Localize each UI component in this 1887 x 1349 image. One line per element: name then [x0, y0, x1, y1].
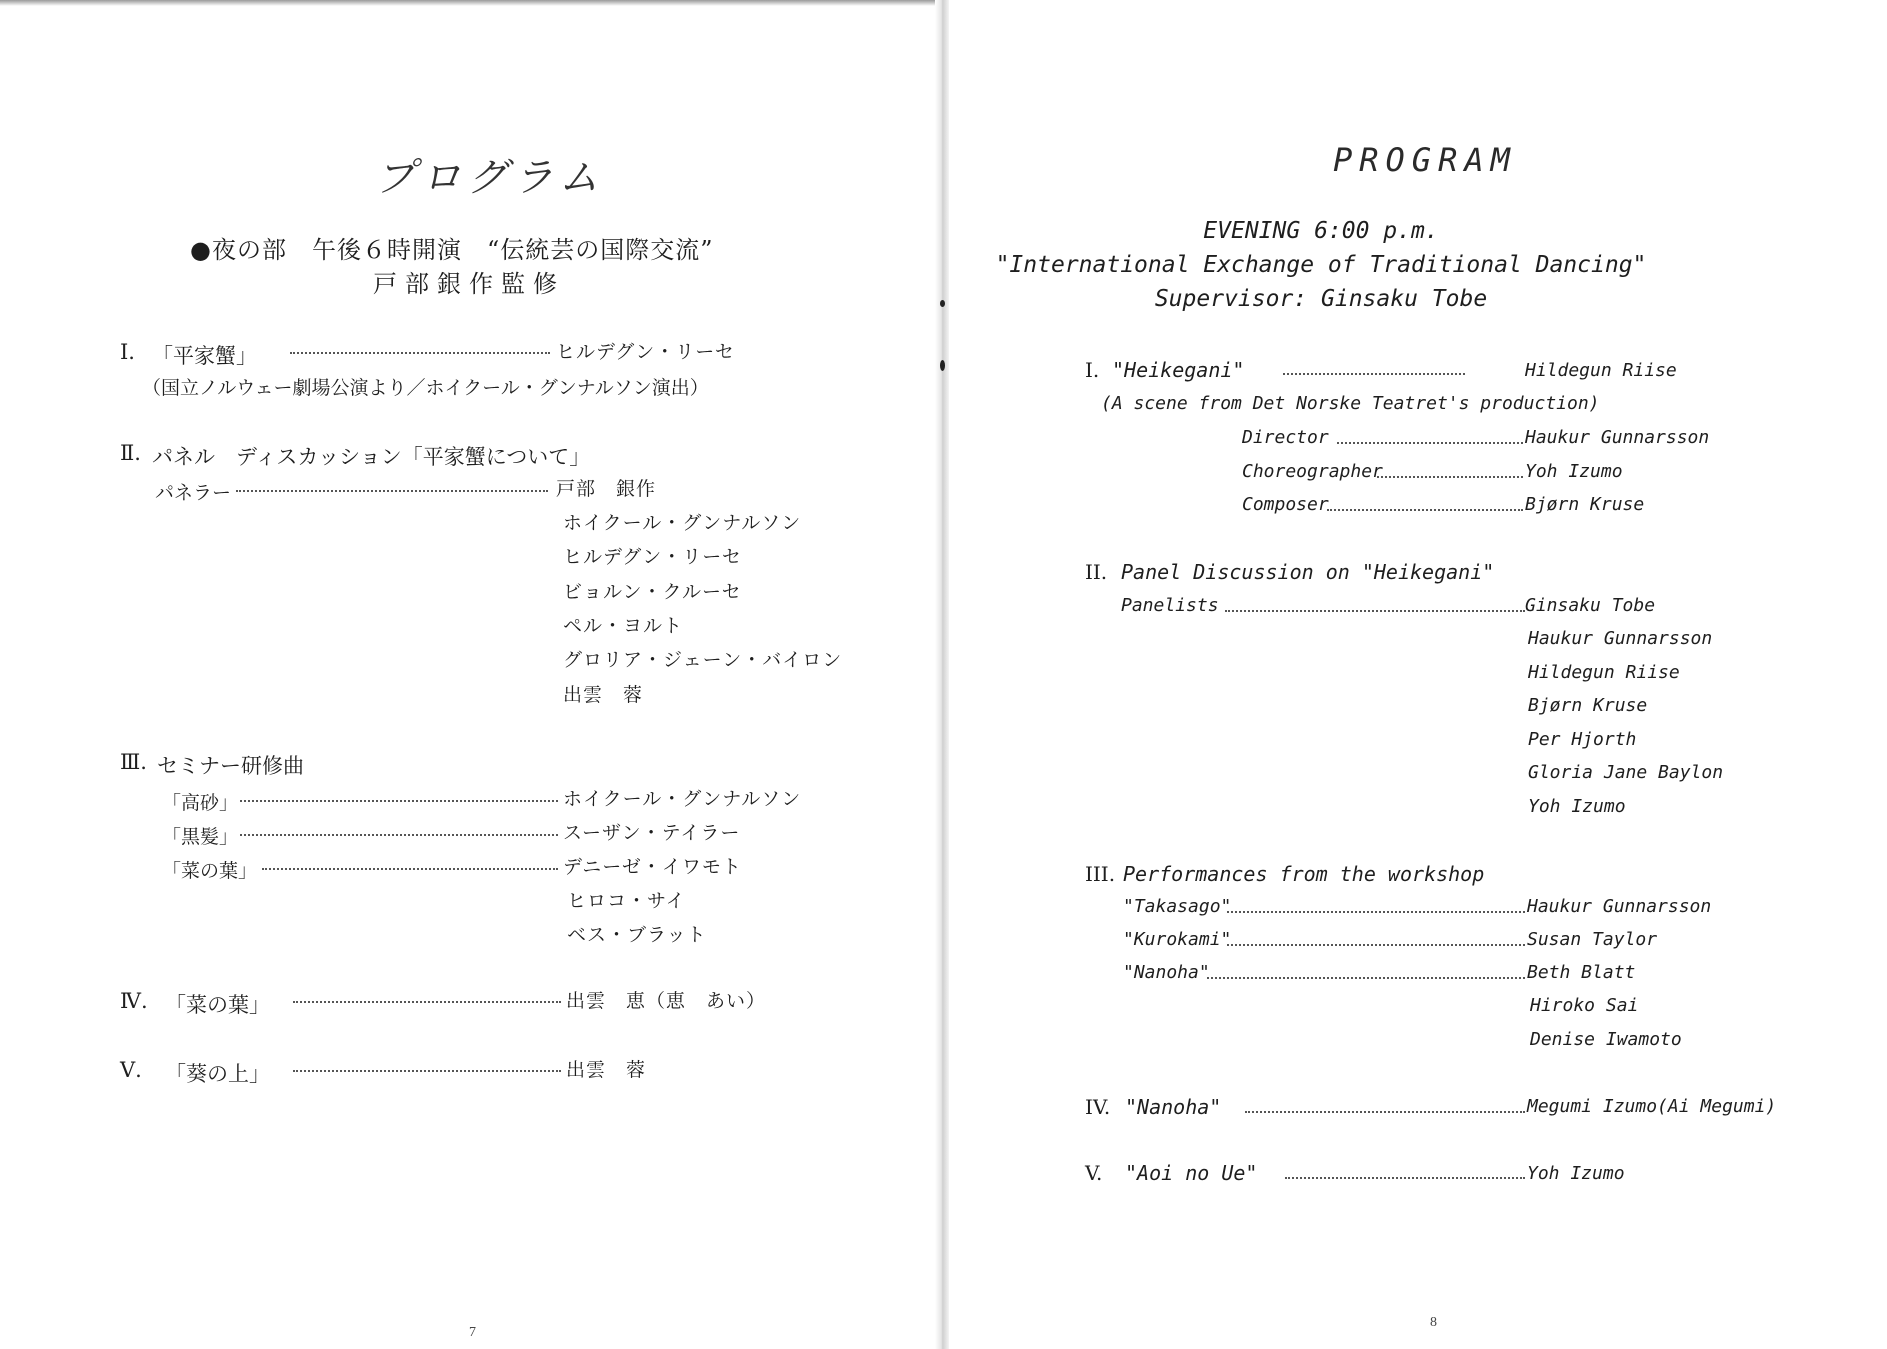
- jp-panelist: 出雲 蓉: [563, 684, 644, 706]
- dot-leader: [293, 1070, 561, 1072]
- en-section-1-title: "Heikegani": [1112, 358, 1245, 382]
- japanese-page: [0, 0, 940, 1349]
- en-workshop-performer: Susan Taylor: [1527, 929, 1658, 950]
- en-panelist: Gloria Jane Baylon: [1528, 762, 1724, 783]
- en-section-5-title: "Aoi no Ue": [1125, 1161, 1258, 1185]
- jp-workshop-performer: ヒロコ・サイ: [567, 890, 686, 912]
- dot-leader: [240, 834, 558, 836]
- jp-workshop-performer: ホイクール・グンナルソン: [563, 788, 802, 810]
- jp-panel-role: パネラー: [155, 482, 232, 504]
- jp-page-title: プログラム: [375, 155, 605, 201]
- en-supervisor: Supervisor: Ginsaku Tobe: [1154, 286, 1488, 312]
- jp-section-3-numeral: Ⅲ.: [120, 750, 147, 774]
- en-evening-theme: "International Exchange of Traditional Dancing": [995, 252, 1647, 278]
- en-panelist: Yoh Izumo: [1528, 796, 1626, 817]
- en-panel-role: Panelists: [1121, 595, 1219, 616]
- en-section-3-title: Performances from the workshop: [1123, 862, 1485, 886]
- en-workshop-performer: Hiroko Sai: [1530, 995, 1639, 1016]
- dot-leader: [1227, 911, 1525, 913]
- en-section-4-performer: Megumi Izumo(Ai Megumi): [1527, 1096, 1777, 1117]
- en-panelist: Ginsaku Tobe: [1525, 595, 1656, 616]
- jp-section-4-performer: 出雲 恵（恵 あい）: [566, 990, 767, 1012]
- en-section-1-numeral: I.: [1085, 358, 1100, 382]
- en-credit-name: Bjørn Kruse: [1525, 494, 1645, 515]
- jp-panelist: グロリア・ジェーン・バイロン: [563, 649, 843, 671]
- page-number-right: 8: [1430, 1315, 1437, 1330]
- jp-workshop-performer: デニーゼ・イワモト: [563, 856, 742, 878]
- en-credit-role: Composer: [1242, 494, 1329, 515]
- en-section-1-note: (A scene from Det Norske Teatret's production): [1101, 393, 1600, 414]
- en-page-title: PROGRAM: [1333, 141, 1517, 179]
- jp-supervisor: 戸部銀作監修: [373, 270, 565, 298]
- en-section-1-performer: Hildegun Riise: [1525, 360, 1677, 381]
- en-section-5-performer: Yoh Izumo: [1527, 1163, 1625, 1184]
- en-workshop-performer: Haukur Gunnarsson: [1527, 896, 1712, 917]
- en-credit-name: Haukur Gunnarsson: [1525, 427, 1710, 448]
- jp-panelist: 戸部 銀作: [556, 478, 657, 500]
- dot-leader: [1225, 610, 1525, 612]
- page-edge-shadow: [0, 0, 940, 6]
- jp-panelist: ヒルデグン・リーセ: [563, 546, 742, 568]
- dot-leader: [290, 352, 550, 354]
- en-section-3-numeral: III.: [1085, 862, 1116, 886]
- en-section-2-numeral: II.: [1085, 560, 1108, 584]
- page-number-left: 7: [469, 1325, 476, 1340]
- jp-section-1-note: （国立ノルウェー劇場公演より／ホイクール・グンナルソン演出）: [142, 377, 709, 399]
- en-evening-time: EVENING 6:00 p.m.: [1203, 218, 1439, 244]
- en-credit-role: Director: [1242, 427, 1329, 448]
- jp-section-4-numeral: Ⅳ.: [120, 989, 148, 1013]
- en-credit-name: Yoh Izumo: [1525, 461, 1623, 482]
- dot-leader: [1377, 476, 1523, 478]
- jp-section-3-title: セミナー研修曲: [157, 754, 304, 778]
- dot-leader: [1245, 1111, 1525, 1113]
- jp-panelist: ホイクール・グンナルソン: [563, 512, 802, 534]
- jp-section-4-title: 「菜の葉」: [165, 993, 270, 1017]
- en-workshop-piece: "Nanoha": [1123, 962, 1210, 983]
- jp-section-2-title: パネル ディスカッション「平家蟹について」: [152, 445, 591, 469]
- dot-leader: [293, 1001, 561, 1003]
- dot-leader: [1227, 944, 1525, 946]
- jp-section-1-numeral: Ⅰ.: [120, 340, 135, 364]
- dot-leader: [262, 868, 558, 870]
- en-workshop-piece: "Takasago": [1123, 896, 1232, 917]
- en-section-5-numeral: V.: [1085, 1161, 1103, 1185]
- dot-leader: [1283, 373, 1465, 375]
- en-panelist: Hildegun Riise: [1528, 662, 1680, 683]
- jp-workshop-performer: スーザン・テイラー: [563, 822, 741, 844]
- jp-section-5-title: 「葵の上」: [165, 1062, 270, 1086]
- jp-section-1-performer: ヒルデグン・リーセ: [556, 341, 735, 363]
- english-page: [945, 0, 1887, 1349]
- en-section-4-numeral: IV.: [1085, 1095, 1111, 1119]
- jp-workshop-performer: ベス・ブラット: [567, 924, 707, 946]
- en-panelist: Haukur Gunnarsson: [1528, 628, 1713, 649]
- jp-workshop-piece: 「菜の葉」: [162, 860, 258, 882]
- jp-section-1-title: 「平家蟹」: [152, 344, 257, 368]
- dot-leader: [1207, 977, 1525, 979]
- jp-section-5-numeral: Ⅴ.: [120, 1058, 142, 1082]
- jp-workshop-piece: 「黒髪」: [162, 826, 239, 848]
- en-section-2-title: Panel Discussion on "Heikegani": [1121, 560, 1495, 584]
- en-panelist: Bjørn Kruse: [1528, 695, 1648, 716]
- jp-section-2-numeral: Ⅱ.: [120, 441, 141, 465]
- en-panelist: Per Hjorth: [1528, 729, 1637, 750]
- jp-evening-heading: ●夜の部 午後６時開演 “伝統芸の国際交流”: [190, 236, 714, 264]
- en-workshop-performer: Denise Iwamoto: [1530, 1029, 1682, 1050]
- jp-panelist: ペル・ヨルト: [563, 615, 684, 637]
- jp-workshop-piece: 「高砂」: [162, 792, 239, 814]
- dot-leader: [1285, 1177, 1525, 1179]
- jp-panelist: ビョルン・クルーセ: [563, 581, 742, 603]
- dot-leader: [240, 800, 558, 802]
- dot-leader: [1337, 442, 1523, 444]
- jp-section-5-performer: 出雲 蓉: [566, 1059, 647, 1081]
- en-section-4-title: "Nanoha": [1125, 1095, 1222, 1119]
- en-workshop-performer: Beth Blatt: [1527, 962, 1636, 983]
- en-credit-role: Choreographer: [1242, 461, 1383, 482]
- dot-leader: [236, 490, 548, 492]
- en-workshop-piece: "Kurokami": [1123, 929, 1232, 950]
- dot-leader: [1327, 509, 1523, 511]
